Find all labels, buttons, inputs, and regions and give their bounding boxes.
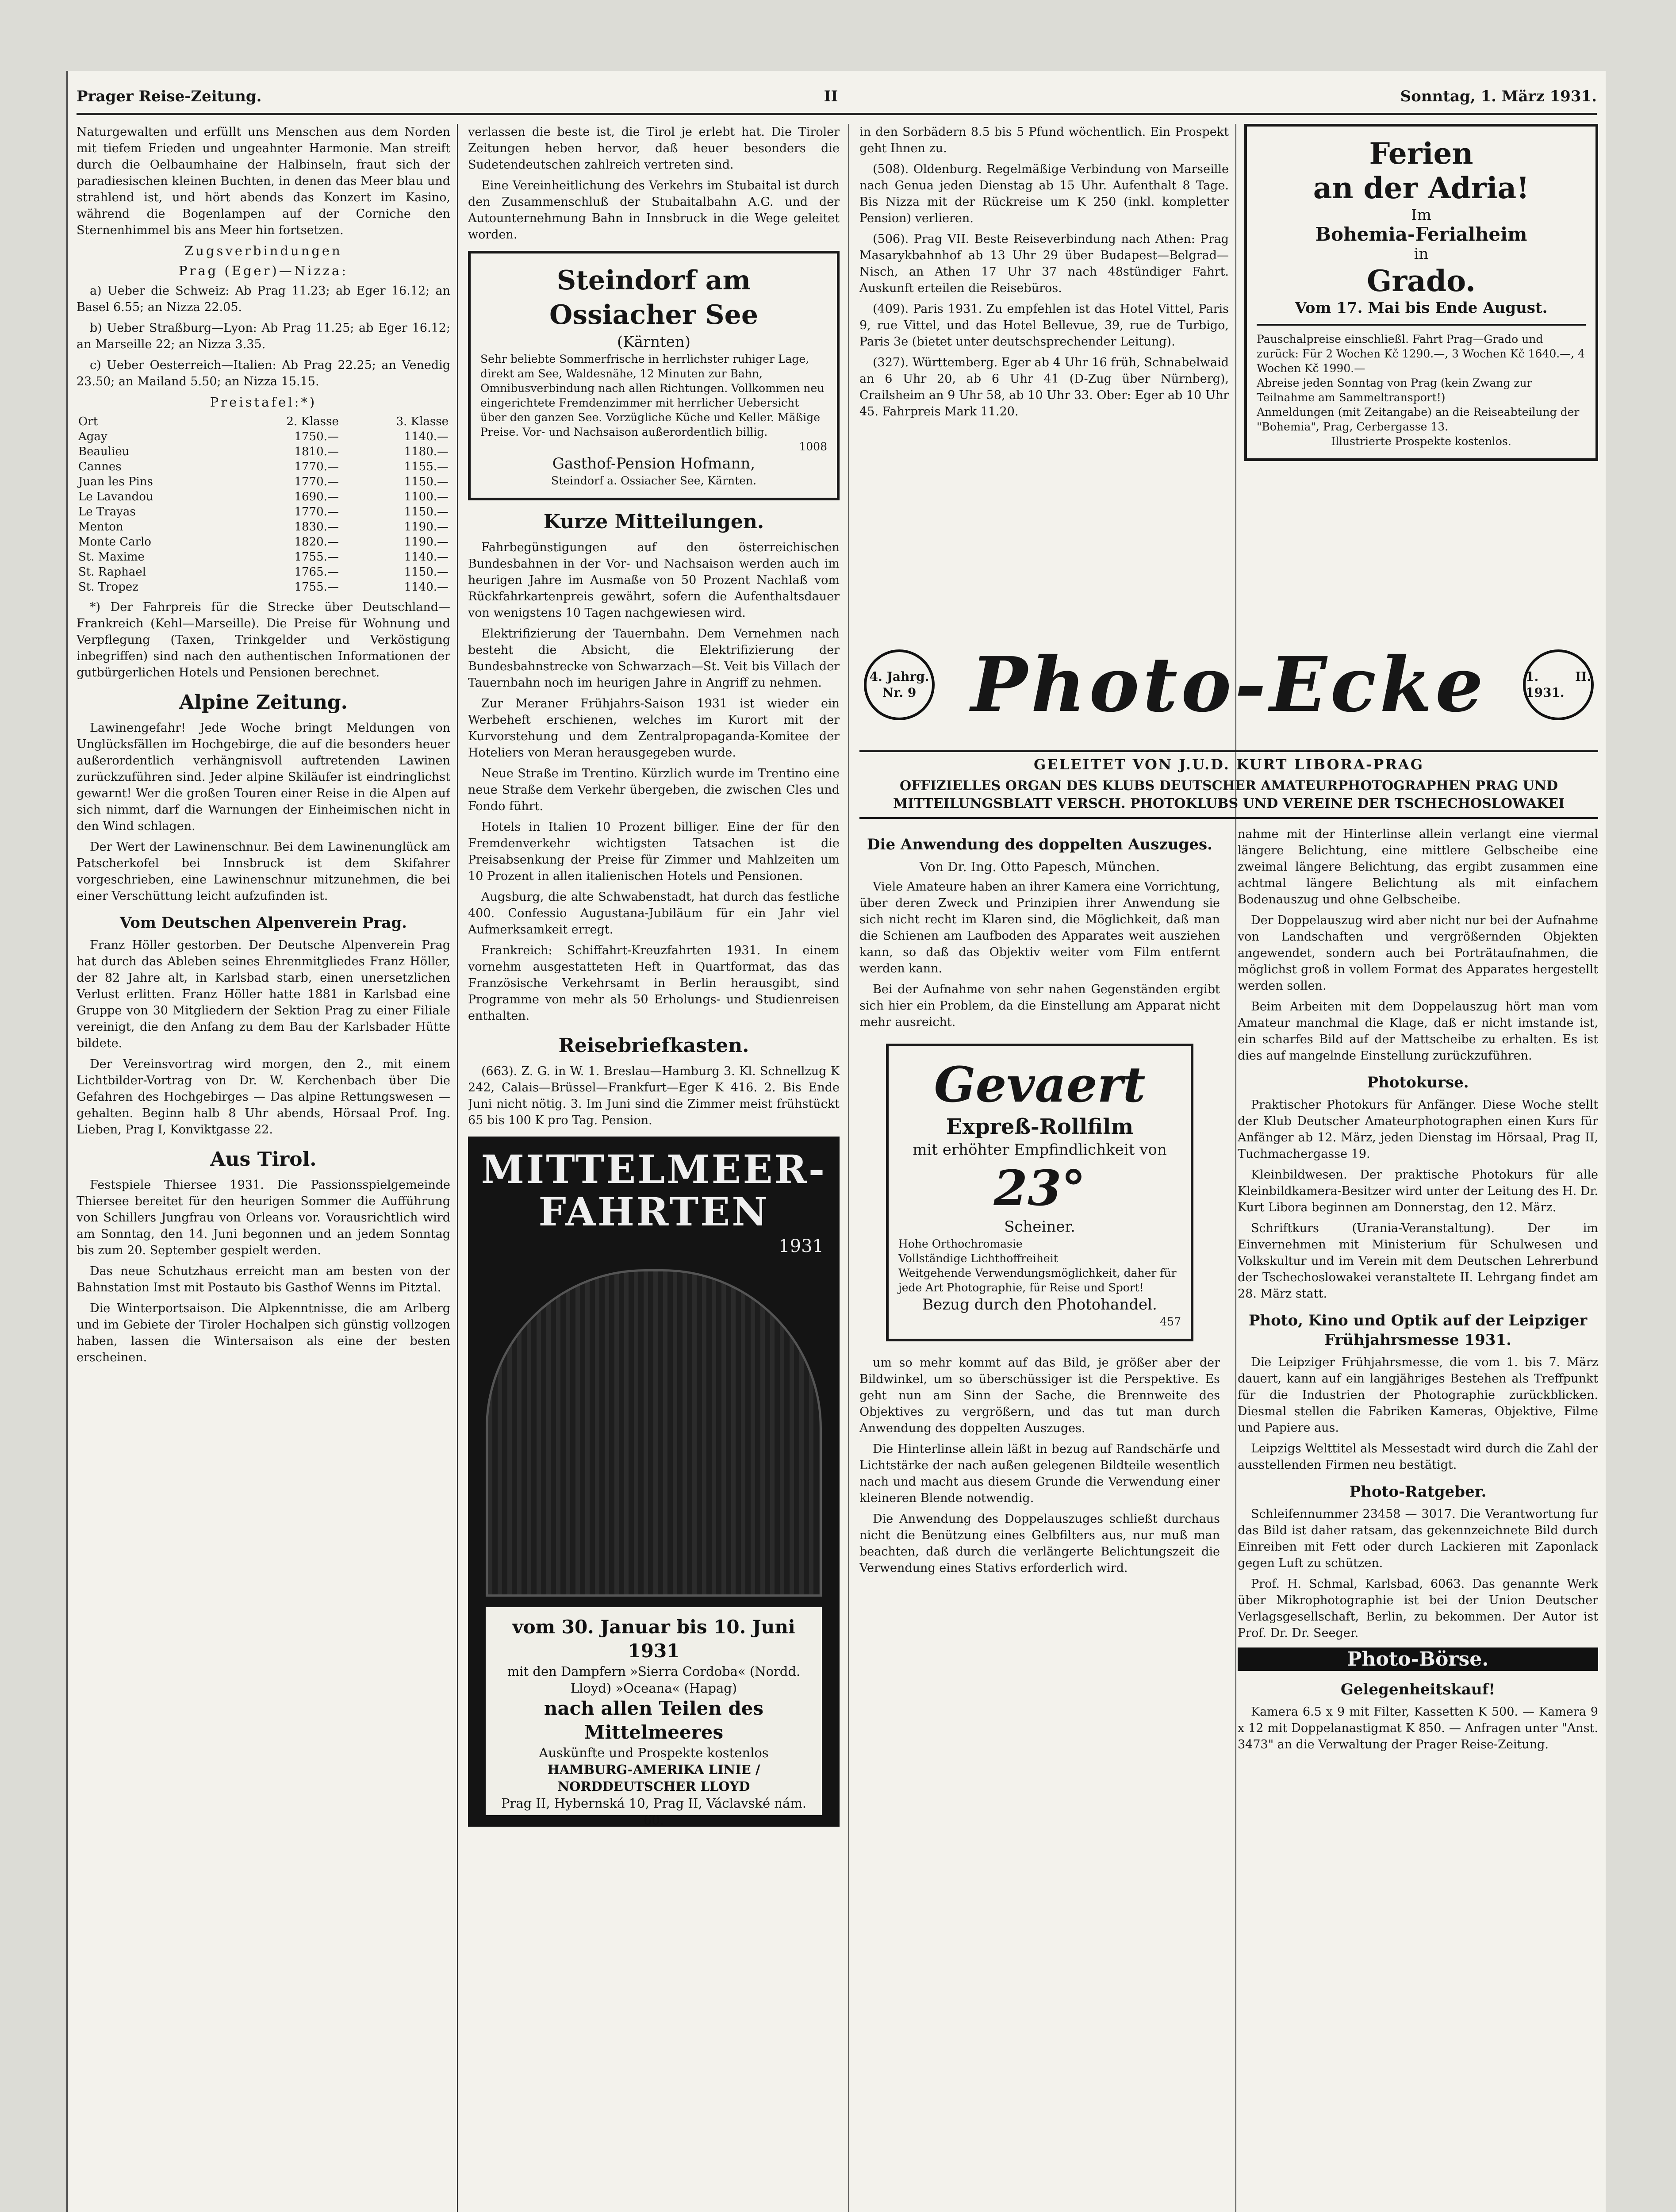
author-line: Von Dr. Ing. Otto Papesch, München. bbox=[919, 859, 1160, 874]
poster-dates: vom 30. Januar bis 10. Juni 1931 bbox=[512, 1616, 795, 1662]
photo-ecke-left bbox=[859, 826, 1220, 1757]
table-cell: Monte Carlo bbox=[78, 535, 151, 549]
poster-info: Auskünfte und Prospekte kostenlos bbox=[539, 1745, 769, 1760]
ad-departure: Abreise jeden Sonntag von Prag (kein Zwang zur Teilnahme am Sammeltransport!) bbox=[1257, 376, 1532, 404]
table-cell: 1810.— bbox=[294, 445, 339, 458]
ad-subtitle: (Kärnten) bbox=[617, 333, 691, 351]
issue-date: Sonntag, 1. März 1931. bbox=[1400, 87, 1597, 105]
price-table bbox=[77, 414, 450, 595]
ad-body: Sehr beliebte Sommerfrische in herrlichster ruhiger Lage, direkt am See, Waldesnähe, 12 Minuten zur Bahn, Omnibusverbindung nach allen Richtungen. Vollkommen neu eingerichtete Fremdenzimmer mit herrlicher Uebersicht über den ganzen See. Vorzügliche Küche und Keller. Mäßige Preise. Vor- und Nachsaison außerordentlich billig. bbox=[480, 353, 825, 438]
column-rule bbox=[457, 124, 458, 2212]
article-text: verlassen die beste ist, die Tirol je erlebt hat. Die Tiroler Zeitungen heben hervor, daß heuer besonders die Sudetendeutschen zahlreich vertreten sind. bbox=[468, 125, 840, 172]
ad-number: 457 bbox=[1160, 1315, 1181, 1328]
table-row bbox=[77, 519, 450, 534]
article-text: Der Doppelauszug wird aber nicht nur bei der Aufnahme von Landschaften und vergrößernden Objekten angewendet, sondern auch bei Porträtaufnahmen, die möglichst groß in vollem Format des Apparates hergestellt werden sollen. bbox=[1238, 914, 1598, 993]
table-row bbox=[77, 444, 450, 459]
table-cell: 1690.— bbox=[294, 490, 339, 503]
table-cell: 1140.— bbox=[404, 430, 449, 443]
article-text: Leipzigs Welttitel als Messestadt wird durch die Zahl der ausstellenden Firmen neu bestätigt. bbox=[1238, 1442, 1598, 1472]
ad-dates: Vom 17. Mai bis Ende August. bbox=[1295, 299, 1548, 317]
ferien-advertisement bbox=[1244, 124, 1598, 461]
table-cell: 1140.— bbox=[404, 580, 449, 594]
table-row bbox=[77, 549, 450, 565]
ad-registration: Anmeldungen (mit Zeitangabe) an die Reiseabteilung der "Bohemia", Prag, Cerbergasse 13. bbox=[1257, 406, 1580, 433]
ad-text: Im bbox=[1411, 206, 1431, 224]
article-text: Die Hinterlinse allein läßt in bezug auf Randschärfe und Lichtstärke der nach außen gelegenen Bildteile wesentlich nach und macht aus diesem Grunde die Verwendung einer kleineren Blende notwendig. bbox=[859, 1442, 1220, 1505]
article-text: Fahrbegünstigungen auf den österreichischen Bundesbahnen in der Vor- und Nachsaison werden auch im heurigen Jahre im Ausmaße von 50 Prozent Nachlaß vom Rückfahrkartenpreis gewährt, sofern die Aufenthaltsdauer von wenigstens 10 Tagen nachgewiesen wird. bbox=[468, 541, 840, 620]
table-cell: 1770.— bbox=[294, 460, 339, 473]
table-row bbox=[77, 474, 450, 489]
table-cell: 1750.— bbox=[294, 430, 339, 443]
column-4-top bbox=[1244, 124, 1598, 611]
gevaert-feature: Hohe Orthochromasie bbox=[898, 1237, 1023, 1250]
article-text: (506). Prag VII. Beste Reiseverbindung nach Athen: Prag Masarykbahnhof ab 13 Uhr 29 über Budapest—Belgrad—Nisch, an Athen 17 Uhr 37 nach 48stündiger Fahrt. Auskunft erteilen die Reisebüros. bbox=[859, 232, 1229, 295]
section-subheading: Prag (Eger)—Nizza: bbox=[178, 263, 349, 278]
organ-line: OFFIZIELLES ORGAN DES KLUBS DEUTSCHER AMATEURPHOTOGRAPHEN PRAG UND MITTEILUNGSBLATT VERSCH. PHOTOKLUBS UND VEREINE DER TSCHECHOSLOWAKEI bbox=[859, 777, 1598, 819]
headline: Photo, Kino und Optik auf der Leipziger Frühjahrsmesse 1931. bbox=[1248, 1312, 1588, 1349]
gevaert-line: mit erhöhter Empfindlichkeit von bbox=[913, 1141, 1167, 1159]
date-label: 1. II. 1931. bbox=[1525, 669, 1591, 700]
table-cell: 1190.— bbox=[404, 520, 449, 534]
article-text: (327). Württemberg. Eger ab 4 Uhr 16 früh, Schnabelwaid an 6 Uhr 20, ab 6 Uhr 41 (D-Zug über Nürnberg), Crailsheim an 9 Uhr 58, ab 10 Uhr 33. Ober: Eger ab 10 Uhr 45. Fahrpreis Mark 11.20. bbox=[859, 356, 1229, 419]
table-row bbox=[77, 580, 450, 595]
column-2 bbox=[468, 124, 840, 2212]
table-cell: 1140.— bbox=[404, 550, 449, 564]
article-text: Hotels in Italien 10 Prozent billiger. Eine der für den Fremdenverkehr wichtigsten Tatsachen ist die Preisabsenkung der Preise für Zimmer und Mahlzeiten um 10 Prozent in allen italienischen Hotels und Pensionen. bbox=[468, 820, 840, 883]
article-text: a) Ueber die Schweiz: Ab Prag 11.23; ab Eger 16.12; an Basel 6.55; an Nizza 22.05. bbox=[77, 284, 450, 314]
ad-address: Steindorf a. Ossiacher See, Kärnten. bbox=[551, 474, 757, 487]
ad-venue: Bohemia-Ferialheim bbox=[1315, 223, 1527, 245]
gevaert-supply: Bezug durch den Photohandel. bbox=[922, 1296, 1157, 1313]
gevaert-scheiner: Scheiner. bbox=[1004, 1218, 1075, 1236]
article-text: Kamera 6.5 x 9 mit Filter, Kassetten K 500. — Kamera 9 x 12 mit Doppelanastigmat K 850. — Anfragen unter "Anst. 3473" an die Verwaltung der Prager Reise-Zeitung. bbox=[1238, 1705, 1598, 1751]
ad-title: Steindorf am Ossiacher See bbox=[549, 265, 758, 330]
gevaert-logo: Gevaert bbox=[934, 1056, 1146, 1113]
table-row bbox=[77, 429, 450, 444]
article-text: Die Anwendung des Doppelauszuges schließt durchaus nicht die Benützung eines Gelbfilters aus, nur muß man beachten, daß durch die verlängerte Belichtungszeit die Verwendung eines Stativs erforderlich wird. bbox=[859, 1512, 1220, 1575]
article-text: Naturgewalten und erfüllt uns Menschen aus dem Norden mit tiefem Frieden und ungeahnter Harmonie. Man streift durch die Oelbaumhaine der Halbinseln, fraut sich der paradiesischen kleinen Buchten, in denen das Meer blau und strahlend ist, und hört abends das Konzert im Kasino, während die Bogenlampen auf der Corniche den Sternenhimmel bis ans Meer hin fortsetzen. bbox=[77, 125, 450, 237]
article-text: Schleifennummer 23458 — 3017. Die Verantwortung fur das Bild ist daher ratsam, das gekennzeichnete Bild durch Einreiben mit Fett oder durch Lackieren mit Zaponlack gegen Luft zu schützen. bbox=[1238, 1507, 1598, 1570]
table-header: 2. Klasse bbox=[286, 415, 339, 428]
editor-line: GELEITET VON J.U.D. KURT LIBORA-PRAG bbox=[1033, 756, 1424, 773]
poster-address: Prag II, Hybernská 10, Prag II, Václavské nám. 60. bbox=[501, 1796, 807, 1827]
headline: Photo-Ratgeber. bbox=[1349, 1483, 1487, 1501]
ad-prospects: Illustrierte Prospekte kostenlos. bbox=[1331, 435, 1511, 448]
table-cell: St. Tropez bbox=[78, 580, 138, 594]
table-cell: 1770.— bbox=[294, 475, 339, 488]
poster-panel bbox=[486, 1607, 822, 1827]
article-text: Zur Meraner Frühjahrs-Saison 1931 ist wieder ein Werbeheft erschienen, welches im Kurort mit der Kurvorstehung und dem Zentralpropaganda-Komitee der Hoteliers von Meran herausgegeben wurde. bbox=[468, 697, 840, 760]
headline: Die Anwendung des doppelten Auszuges. bbox=[867, 836, 1212, 853]
table-row bbox=[77, 504, 450, 519]
section-heading: Preistafel:*) bbox=[210, 395, 317, 410]
photo-ecke-title: Photo-Ecke bbox=[970, 641, 1487, 729]
table-row bbox=[77, 565, 450, 580]
table-cell: 1755.— bbox=[294, 580, 339, 594]
gevaert-degrees: 23° bbox=[993, 1160, 1086, 1217]
poster-ships: mit den Dampfern »Sierra Cordoba« (Nordd. Lloyd) »Oceana« (Hapag) bbox=[507, 1664, 801, 1696]
article-text: c) Ueber Oesterreich—Italien: Ab Prag 22.25; an Venedig 23.50; an Mailand 5.50; an Nizza 15.15. bbox=[77, 358, 450, 388]
article-text: Frankreich: Schiffahrt-Kreuzfahrten 1931. In einem vornehm ausgestatteten Heft in Quartformat, das das Französische Verkehrsamt in Berlin herausgibt, sind Programme von mehr als 50 Erholungs- und Studienreisen enthalten. bbox=[468, 944, 840, 1023]
photo-ecke-right bbox=[1238, 826, 1598, 1757]
ad-headline: Ferien bbox=[1369, 136, 1473, 171]
table-row bbox=[77, 534, 450, 549]
table-cell: St. Maxime bbox=[78, 550, 145, 564]
paper-title: Prager Reise-Zeitung. bbox=[77, 87, 262, 105]
ad-prices: Pauschalpreise einschließl. Fahrt Prag—Grado und zurück: Für 2 Wochen Kč 1290.—, 3 Wochen Kč 1640.—, 4 Wochen Kč 1990.— bbox=[1257, 333, 1585, 375]
harbor-illustration bbox=[486, 1269, 822, 1597]
article-text: Der Vereinsvortrag wird morgen, den 2., mit einem Lichtbilder-Vortrag von Dr. W. Kerchenbach über Die Gefahren des Hochgebirges — Das alpine Rettungswesen — gehalten. Beginn halb 8 Uhr abends, Hörsaal Prof. Ing. Lieben, Prag I, Konviktgasse 22. bbox=[77, 1057, 450, 1137]
photo-boerse-banner: Photo-Börse. bbox=[1238, 1647, 1598, 1671]
ad-headline: an der Adria! bbox=[1313, 171, 1530, 205]
article-text: Die Winterportsaison. Die Alpkenntnisse, die am Arlberg und im Gebiete der Tiroler Hochalpen sich günstig vollzogen haben, lassen die Wintersaison als eine der besten erscheinen. bbox=[77, 1302, 450, 1364]
poster-year: 1931 bbox=[779, 1236, 824, 1256]
article-text: Schriftkurs (Urania-Veranstaltung). Der im Einvernehmen mit Ministerium für Schulwesen und Volkskultur und im Verein mit dem Deutschen Lehrerbund der Tschechoslowakei veranstaltete II. Lehrgang findet am 28. März statt. bbox=[1238, 1221, 1598, 1301]
section-heading: Zugsverbindungen bbox=[184, 243, 342, 258]
issue-badge bbox=[864, 649, 935, 720]
article-text: (663). Z. G. in W. 1. Breslau—Hamburg 3. Kl. Schnellzug K 242, Calais—Brüssel—Frankfurt—Eger K 416. 2. Bis Ende Juni nicht nötig. 3. Im Juni sind die Zimmer meist frühstückt 65 bis 100 K pro Tag. Pension. bbox=[468, 1064, 840, 1127]
article-text: Elektrifizierung der Tauernbahn. Dem Vernehmen nach besteht die Absicht, die Elektrifizierung der Bundesbahnstrecke von Schwarzach—St. Veit bis Villach der Tauernbahn noch im heurigen Jahre in Angriff zu nehmen. bbox=[468, 627, 840, 690]
column-rule bbox=[848, 124, 849, 2212]
article-text: Die Leipziger Frühjahrsmesse, die vom 1. bis 7. März dauert, kann auf ein langjähriges Bestehen als Treffpunkt für die Industrien der Photographie zurückblicken. Diesmal stellen die Fabriken Kameras, Objektive, Filme und Papiere aus. bbox=[1238, 1356, 1598, 1435]
date-badge bbox=[1523, 649, 1594, 720]
table-cell: Menton bbox=[78, 520, 123, 534]
gevaert-feature: Vollständige Lichthoffreiheit bbox=[898, 1252, 1058, 1265]
article-text: Franz Höller gestorben. Der Deutsche Alpenverein Prag hat durch das Ableben seines Ehrenmitgliedes Franz Höller, der 82 Jahre alt, in Karlsbad starb, einen unersetzlichen Verlust erlitten. Franz Höller hatte 1881 in Karlsbad eine Gruppe von 30 Mitgliedern der Sektion Prag zu einer Filiale vereinigt, die den Anfang zu dem Bau der Karlsbader Hütte bildete. bbox=[77, 938, 450, 1050]
article-text: Eine Vereinheitlichung des Verkehrs im Stubaital ist durch den Zusammenschluß der Stubaitalbahn A.G. und der Autounternehmung Bahn in Innsbruck in die Wege geleitet worden. bbox=[468, 179, 840, 242]
steindorf-advertisement bbox=[468, 251, 840, 500]
table-cell: 1100.— bbox=[404, 490, 449, 503]
table-cell: 1755.— bbox=[294, 550, 339, 564]
table-cell: Agay bbox=[78, 430, 107, 443]
headline: Reisebriefkasten. bbox=[558, 1034, 749, 1057]
photo-ecke-section bbox=[859, 619, 1598, 2212]
mittelmeer-poster-ad bbox=[468, 1137, 840, 1827]
article-text: um so mehr kommt auf das Bild, je größer aber der Bildwinkel, um so überschüssiger ist die Perspektive. Es geht nun am Sinn der Sache, die Brennweite des Objektives zu vergrößern, und das tut man durch Anwendung des doppelten Auszuges. bbox=[859, 1356, 1220, 1435]
article-text: Kleinbildwesen. Der praktische Photokurs für alle Kleinbildkamera-Besitzer wird unter der Leitung des H. Dr. Kurt Libora beginnen am Donnerstag, den 12. März. bbox=[1238, 1168, 1598, 1214]
table-cell: Le Lavandou bbox=[78, 490, 153, 503]
poster-lines: HAMBURG-AMERIKA LINIE / NORDDEUTSCHER LLOYD bbox=[547, 1762, 760, 1794]
article-text: (508). Oldenburg. Regelmäßige Verbindung von Marseille nach Genua jeden Dienstag ab 15 Uhr. Aufenthalt 8 Tage. Bis Nizza mit der Rückreise um K 250 (inkl. kompletter Pension) verlieren. bbox=[859, 162, 1229, 225]
gevaert-product: Expreß-Rollfilm bbox=[946, 1114, 1134, 1139]
table-cell: 1770.— bbox=[294, 505, 339, 518]
article-text: Bei der Aufnahme von sehr nahen Gegenständen ergibt sich hier ein Problem, da die Einstellung am Apparat nicht mehr ausreicht. bbox=[859, 983, 1220, 1029]
gevaert-advertisement bbox=[886, 1044, 1193, 1341]
article-text: Augsburg, die alte Schwabenstadt, hat durch das festliche 400. Confessio Augustana-Jubiläum für ein Jahr viel Aufmerksamkeit erregt. bbox=[468, 890, 840, 937]
table-cell: 1180.— bbox=[404, 445, 449, 458]
article-text: Prof. H. Schmal, Karlsbad, 6063. Das genannte Werk über Mikrophotographie ist bei der Union Deutscher Verlagsgesellschaft, Berlin, zu bekommen. Der Autor ist Prof. Dr. Dr. Seeger. bbox=[1238, 1577, 1598, 1640]
table-cell: 1150.— bbox=[404, 475, 449, 488]
table-cell: 1150.— bbox=[404, 505, 449, 518]
headline: Aus Tirol. bbox=[210, 1148, 317, 1171]
table-cell: Cannes bbox=[78, 460, 122, 473]
newspaper-page bbox=[66, 71, 1606, 2212]
table-cell: 1820.— bbox=[294, 535, 339, 549]
table-header: Ort bbox=[78, 415, 98, 428]
table-cell: St. Raphael bbox=[78, 565, 146, 579]
article-text: nahme mit der Hinterlinse allein verlangt eine viermal längere Belichtung, eine mittlere Gelbscheibe eine zweimal längere Belichtung, das ergibt zusammen eine achtmal längere Belichtung als mit einfachem Bodenauszug und ohne Gelbscheibe. bbox=[1238, 827, 1598, 906]
number-label: Nr. 9 bbox=[882, 685, 917, 700]
article-text: (409). Paris 1931. Zu empfehlen ist das Hotel Vittel, Paris 9, rue Vittel, und das Hotel Bellevue, 39, rue de Turbigo, Paris 3e (bietet unter deutschsprechender Leitung). bbox=[859, 302, 1229, 349]
table-cell: 1155.— bbox=[404, 460, 449, 473]
article-text: Festspiele Thiersee 1931. Die Passionsspielgemeinde Thiersee bereitet für den heurigen Sommer die Aufführung von Schillers Jungfrau von Orleans vor. Vorausrichtlich wird am Sonntag, den 14. Juni begonnen und an jedem Sonntag bis zum 20. September gespielt werden. bbox=[77, 1178, 450, 1257]
table-row bbox=[77, 489, 450, 504]
article-text: Beim Arbeiten mit dem Doppelauszug hört man vom Amateur manchmal die Klage, daß er nicht imstande ist, ein scharfes Bild auf der Mattscheibe zu erhalten. Es ist dies auf mangelnde Einstellung zurückzuführen. bbox=[1238, 1000, 1598, 1063]
table-row bbox=[77, 459, 450, 474]
photo-ecke-banner bbox=[859, 619, 1598, 752]
article-text: Viele Amateure haben an ihrer Kamera eine Vorrichtung, über deren Zweck und Prinzipien ihrer Anwendung sie sich nicht recht im Klaren sind, die Möglichkeit, daß man die Schienen am Laufboden des Apparates weit ausziehen kann, so daß das Objektiv weiter vom Film entfernt werden kann. bbox=[859, 880, 1220, 975]
headline: Vom Deutschen Alpenverein Prag. bbox=[120, 914, 407, 932]
column-1 bbox=[77, 124, 450, 2212]
volume-label: 4. Jahrg. bbox=[869, 669, 929, 684]
article-text: Der Wert der Lawinenschnur. Bei dem Lawinenunglück am Patscherkofel bei Innsbruck ist dem Skifahrer vorgeschrieben, eine Lawinenschnur mitzunehmen, die bei einer Verschüttung leicht aufzufinden ist. bbox=[77, 840, 450, 903]
table-cell: Juan les Pins bbox=[78, 475, 153, 488]
ad-owner: Gasthof-Pension Hofmann, bbox=[552, 455, 756, 472]
headline: Gelegenheitskauf! bbox=[1340, 1681, 1496, 1698]
headline: Alpine Zeitung. bbox=[179, 691, 348, 714]
table-header-row bbox=[77, 414, 450, 429]
headline: Kurze Mitteilungen. bbox=[543, 511, 764, 533]
ad-text: in bbox=[1414, 245, 1429, 263]
headline: Photokurse. bbox=[1367, 1074, 1469, 1091]
ad-town: Grado. bbox=[1367, 264, 1476, 298]
table-cell: 1830.— bbox=[294, 520, 339, 534]
masthead bbox=[77, 80, 1597, 115]
poster-title: MITTELMEER-FAHRTEN bbox=[481, 1146, 827, 1235]
table-header: 3. Klasse bbox=[396, 415, 449, 428]
ad-number: 1008 bbox=[799, 440, 827, 453]
gevaert-feature: Weitgehende Verwendungsmöglichkeit, daher für jede Art Photographie, für Reise und Sport! bbox=[898, 1267, 1177, 1294]
photo-ecke-columns bbox=[859, 826, 1598, 1757]
article-text: Neue Straße im Trentino. Kürzlich wurde im Trentino eine neue Straße dem Verkehr übergeben, die zwischen Cles und Fondo führt. bbox=[468, 767, 840, 813]
table-cell: 1150.— bbox=[404, 565, 449, 579]
article-text: Lawinengefahr! Jede Woche bringt Meldungen von Unglücksfällen im Hochgebirge, die auf die besonders heuer außerordentlich verhängnisvoll auftretenden Lawinen zurückzuführen sind. Jeder alpine Skiläufer ist eindringlichst gewarnt! Wer die großen Touren einer Reise in die Alpen auf sich nimmt, darf die Warnungen der Einheimischen nicht in den Wind schlagen. bbox=[77, 721, 450, 833]
article-text: Das neue Schutzhaus erreicht man am besten von der Bahnstation Imst mit Postauto bis Gasthof Wenns im Pitztal. bbox=[77, 1264, 450, 1294]
footnote: *) Der Fahrpreis für die Strecke über Deutschland—Frankreich (Kehl—Marseille). Die Preise für Wohnung und Verpflegung (Taxen, Trinkgelder und Verköstigung inbegriffen) sind nach den authentischen Informationen der gutbürgerlichen Hotels und Pensionen berechnet. bbox=[77, 600, 450, 680]
table-cell: Beaulieu bbox=[78, 445, 130, 458]
table-cell: Le Trayas bbox=[78, 505, 136, 518]
poster-destinations: nach allen Teilen des Mittelmeeres bbox=[544, 1697, 764, 1743]
article-text: in den Sorbädern 8.5 bis 5 Pfund wöchentlich. Ein Prospekt geht Ihnen zu. bbox=[859, 125, 1229, 155]
table-cell: 1190.— bbox=[404, 535, 449, 549]
article-text: Praktischer Photokurs für Anfänger. Diese Woche stellt der Klub Deutscher Amateurphotographen einen Kurs für Anfänger ab 12. März, jeden Dienstag im Hörsaal, Prag II, Tuchmachergasse 19. bbox=[1238, 1098, 1598, 1161]
column-3 bbox=[859, 124, 1229, 611]
table-cell: 1765.— bbox=[294, 565, 339, 579]
article-text: b) Ueber Straßburg—Lyon: Ab Prag 11.25; ab Eger 16.12; an Marseille 22; an Nizza 3.35. bbox=[77, 321, 450, 351]
page-number: II bbox=[824, 87, 838, 105]
